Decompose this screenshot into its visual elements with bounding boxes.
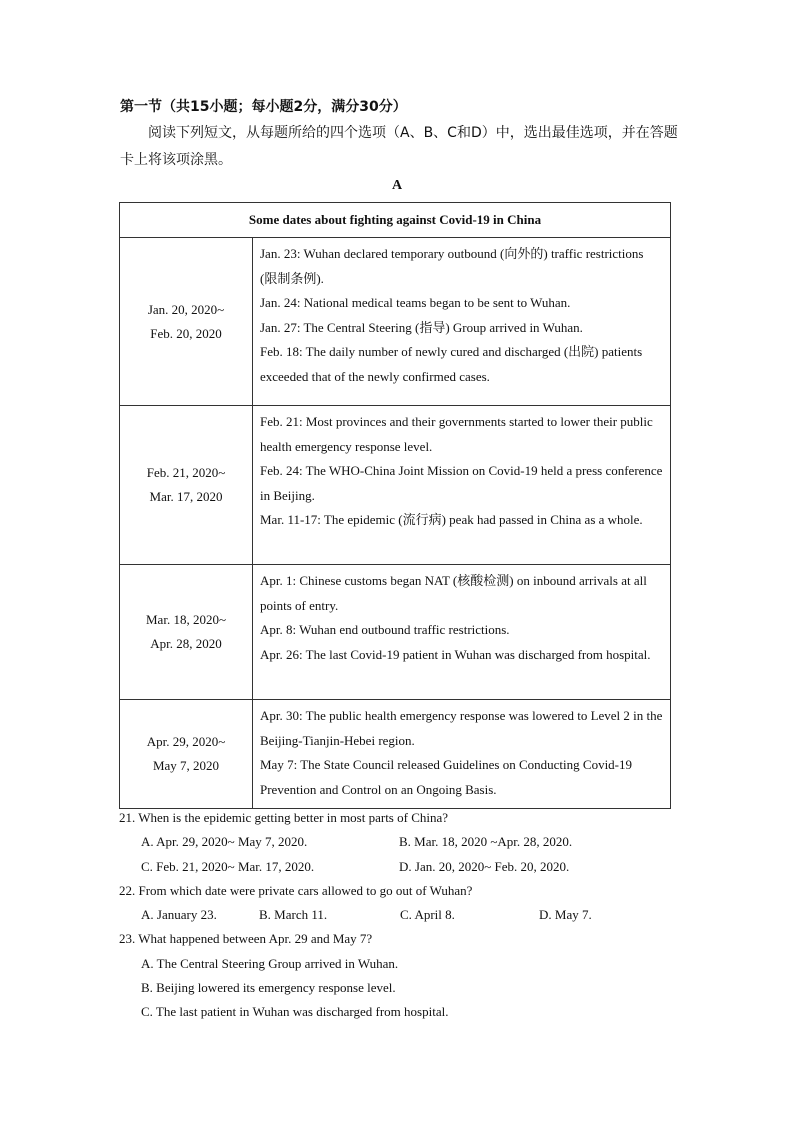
option-23-a[interactable]: A. The Central Steering Group arrived in Wuhan. <box>141 955 399 971</box>
range-start: Jan. 20, 2020~ <box>147 301 225 317</box>
date-range-cell <box>120 565 253 700</box>
date-range-cell <box>120 700 253 809</box>
option-23-b[interactable]: B. Beijing lowered its emergency response level. <box>141 980 396 996</box>
table-title: Some dates about fighting against Covid-19 in China <box>120 203 671 238</box>
events-cell <box>253 565 671 700</box>
event-text: Apr. 30: The public health emergency response was lowered to Level 2 in the Beijing-Tianjin-Hebei region. <box>260 708 663 748</box>
events-cell <box>253 238 671 406</box>
question-22-options <box>119 903 679 927</box>
instructions: 阅读下列短文，从每题所给的四个选项（A、B、C和D）中，选出最佳选项，并在答题卡上将该项涂黑。 <box>120 125 678 168</box>
range-start: Feb. 21, 2020~ <box>146 465 226 480</box>
range-end: Feb. 20, 2020 <box>150 325 222 341</box>
table-row <box>120 700 671 809</box>
question-21-options-row1 <box>119 830 679 854</box>
events-cell <box>253 406 671 565</box>
question-23-stem: 23. What happened between Apr. 29 and May 7? <box>119 931 373 947</box>
event-text: Feb. 24: The WHO-China Joint Mission on Covid-19 held a press conference in Beijing. <box>260 463 663 503</box>
option-22-d[interactable]: D. May 7. <box>539 907 592 923</box>
date-range-cell <box>120 238 253 406</box>
table-row <box>120 406 671 565</box>
date-range-cell <box>120 406 253 565</box>
range-start: Apr. 29, 2020~ <box>146 734 226 749</box>
question-21-options-row2 <box>119 855 679 879</box>
event-text: Apr. 26: The last Covid-19 patient in Wuhan was discharged from hospital. <box>260 646 651 662</box>
question-21-stem: 21. When is the epidemic getting better in most parts of China? <box>119 810 449 825</box>
option-21-b[interactable]: B. Mar. 18, 2020 ~Apr. 28, 2020. <box>399 834 573 850</box>
dates-table <box>119 202 671 809</box>
event-text: Jan. 24: National medical teams began to be sent to Wuhan. <box>260 295 571 310</box>
range-end: May 7, 2020 <box>152 758 220 773</box>
option-22-a[interactable]: A. January 23. <box>141 907 217 923</box>
question-22-stem: 22. From which date were private cars allowed to go out of Wuhan? <box>119 882 473 898</box>
events-cell <box>253 700 671 809</box>
range-start: Mar. 18, 2020~ <box>146 612 226 627</box>
event-text: May 7: The State Council released Guidelines on Conducting Covid-19 Prevention and Control on an Ongoing Basis. <box>260 757 633 797</box>
option-21-d[interactable]: D. Jan. 20, 2020~ Feb. 20, 2020. <box>399 858 570 874</box>
option-23-c[interactable]: C. The last patient in Wuhan was discharged from hospital. <box>141 1004 449 1020</box>
event-text: Mar. 11-17: The epidemic (流行病) peak had passed in China as a whole. <box>260 512 643 527</box>
event-text: Apr. 8: Wuhan end outbound traffic restrictions. <box>260 622 510 637</box>
option-21-c[interactable]: C. Feb. 21, 2020~ Mar. 17, 2020. <box>141 858 315 874</box>
option-22-b[interactable]: B. March 11. <box>259 907 328 923</box>
range-end: Mar. 17, 2020 <box>149 489 223 504</box>
option-22-c[interactable]: C. April 8. <box>400 907 455 923</box>
table-header-row <box>120 203 671 238</box>
table-row <box>120 238 671 406</box>
range-end: Apr. 28, 2020 <box>150 636 222 651</box>
option-21-a[interactable]: A. Apr. 29, 2020~ May 7, 2020. <box>141 834 308 850</box>
questions <box>119 806 679 1025</box>
event-text: Jan. 23: Wuhan declared temporary outbound (向外的) traffic restrictions (限制条例). <box>260 246 644 286</box>
event-text: Feb. 18: The daily number of newly cured and discharged (出院) patients exceeded that of the newly confirmed cases. <box>260 344 643 384</box>
passage-label: A <box>391 178 403 193</box>
event-text: Apr. 1: Chinese customs began NAT (核酸检测) on inbound arrivals at all points of entry. <box>260 573 647 613</box>
section-title: 第一节（共15小题；每小题2分，满分30分） <box>120 99 407 115</box>
table-row <box>120 565 671 700</box>
event-text: Jan. 27: The Central Steering (指导) Group arrived in Wuhan. <box>260 319 583 335</box>
event-text: Feb. 21: Most provinces and their governments started to lower their public health emergency response level. <box>260 414 653 454</box>
